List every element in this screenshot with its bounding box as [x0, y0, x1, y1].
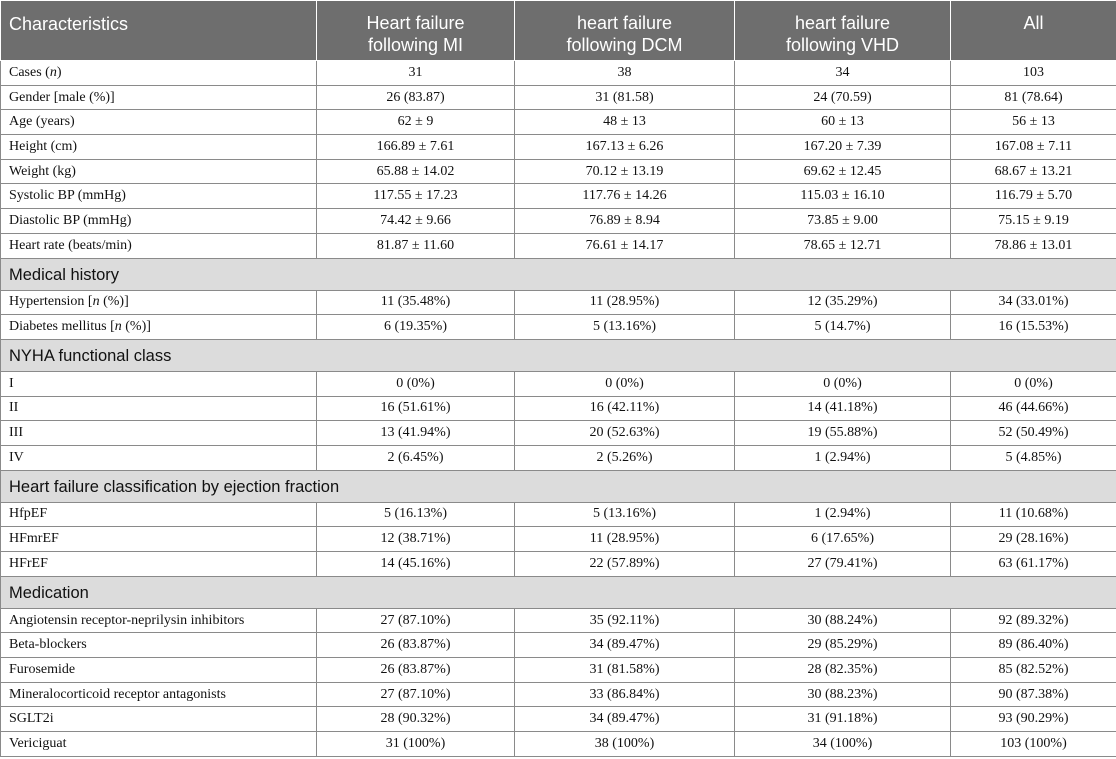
row-value: 93 (90.29%)	[951, 707, 1116, 732]
row-label-text: Beta-blockers	[9, 637, 87, 653]
row-label-text: Heart rate (beats/min)	[9, 237, 132, 253]
row-value: 78.86 ± 13.01	[951, 233, 1116, 258]
row-label	[1, 110, 317, 135]
row-value: 48 ± 13	[515, 110, 735, 135]
table-row	[1, 658, 1116, 683]
row-value: 74.42 ± 9.66	[317, 209, 515, 234]
table-row	[1, 682, 1116, 707]
row-value: 0 (0%)	[515, 371, 735, 396]
row-value: 26 (83.87%)	[317, 633, 515, 658]
row-value: 27 (87.10%)	[317, 608, 515, 633]
row-value: 5 (14.7%)	[735, 315, 951, 340]
table-row	[1, 184, 1116, 209]
row-value: 63 (61.17%)	[951, 552, 1116, 577]
row-value: 16 (51.61%)	[317, 396, 515, 421]
row-value: 20 (52.63%)	[515, 421, 735, 446]
row-value: 14 (45.16%)	[317, 552, 515, 577]
row-label-text: IV	[9, 449, 24, 465]
row-label-text: Angiotensin receptor-neprilysin inhibitors	[9, 612, 245, 628]
row-value: 167.08 ± 7.11	[951, 135, 1116, 160]
row-value: 0 (0%)	[951, 371, 1116, 396]
row-value: 27 (87.10%)	[317, 682, 515, 707]
row-value: 29 (85.29%)	[735, 633, 951, 658]
row-label	[1, 608, 317, 633]
row-label-text: HfpEF	[9, 506, 48, 522]
row-value: 24 (70.59)	[735, 85, 951, 110]
table-row	[1, 85, 1116, 110]
row-value: 68.67 ± 13.21	[951, 159, 1116, 184]
row-value: 1 (2.94%)	[735, 502, 951, 527]
row-value: 27 (79.41%)	[735, 552, 951, 577]
row-label	[1, 396, 317, 421]
row-label-text: Height (cm)	[9, 138, 78, 154]
header-mi	[317, 1, 515, 61]
row-label-text: Age (years)	[9, 114, 75, 130]
row-value: 26 (83.87)	[317, 85, 515, 110]
header-dcm-line1: heart failure	[576, 13, 673, 33]
row-value: 31 (81.58%)	[515, 658, 735, 683]
row-value: 29 (28.16%)	[951, 527, 1116, 552]
row-value: 103	[951, 61, 1116, 86]
table-row	[1, 527, 1116, 552]
row-value: 167.13 ± 6.26	[515, 135, 735, 160]
section-label: Medication	[1, 576, 1116, 608]
row-label	[1, 732, 317, 757]
row-label-text: Mineralocorticoid receptor antagonists	[9, 686, 226, 702]
row-label	[1, 421, 317, 446]
table-row	[1, 61, 1116, 86]
row-value: 76.61 ± 14.17	[515, 233, 735, 258]
row-label-text: Hypertension [	[9, 294, 93, 310]
header-mi-line2: following MI	[367, 35, 464, 55]
table-row	[1, 396, 1116, 421]
row-value: 6 (19.35%)	[317, 315, 515, 340]
row-value: 31 (91.18%)	[735, 707, 951, 732]
row-label-italic: n	[49, 64, 57, 80]
table-row	[1, 445, 1116, 470]
row-value: 5 (13.16%)	[515, 315, 735, 340]
row-label	[1, 61, 317, 86]
section-row	[1, 470, 1116, 502]
row-value: 31 (100%)	[317, 732, 515, 757]
row-label-text: Gender [male (%)]	[9, 89, 115, 105]
row-value: 1 (2.94%)	[735, 445, 951, 470]
row-value: 30 (88.23%)	[735, 682, 951, 707]
row-label	[1, 209, 317, 234]
row-value: 19 (55.88%)	[735, 421, 951, 446]
row-label-text: Systolic BP (mmHg)	[9, 188, 126, 204]
row-label	[1, 633, 317, 658]
row-value: 16 (15.53%)	[951, 315, 1116, 340]
row-value: 34 (33.01%)	[951, 290, 1116, 315]
row-value: 69.62 ± 12.45	[735, 159, 951, 184]
row-label-text: HFrEF	[9, 555, 48, 571]
row-value: 70.12 ± 13.19	[515, 159, 735, 184]
table-row	[1, 135, 1116, 160]
row-value: 52 (50.49%)	[951, 421, 1116, 446]
row-value: 34 (89.47%)	[515, 707, 735, 732]
row-label-text: I	[9, 375, 14, 391]
row-label	[1, 552, 317, 577]
table-row	[1, 502, 1116, 527]
row-value: 38 (100%)	[515, 732, 735, 757]
row-value: 35 (92.11%)	[515, 608, 735, 633]
row-label	[1, 184, 317, 209]
table-row	[1, 371, 1116, 396]
row-value: 62 ± 9	[317, 110, 515, 135]
row-label-suffix: (%)]	[121, 319, 151, 335]
row-label-text: Cases (	[9, 64, 50, 80]
row-value: 30 (88.24%)	[735, 608, 951, 633]
row-value: 117.76 ± 14.26	[515, 184, 735, 209]
row-label-text: SGLT2i	[9, 711, 54, 727]
row-label-suffix: (%)]	[99, 294, 129, 310]
row-value: 13 (41.94%)	[317, 421, 515, 446]
row-label	[1, 371, 317, 396]
table-row	[1, 159, 1116, 184]
row-value: 56 ± 13	[951, 110, 1116, 135]
table-body	[1, 61, 1116, 757]
row-value: 85 (82.52%)	[951, 658, 1116, 683]
row-value: 31	[317, 61, 515, 86]
row-label	[1, 135, 317, 160]
row-value: 92 (89.32%)	[951, 608, 1116, 633]
row-value: 12 (38.71%)	[317, 527, 515, 552]
row-value: 75.15 ± 9.19	[951, 209, 1116, 234]
row-label	[1, 233, 317, 258]
table-row	[1, 608, 1116, 633]
row-value: 38	[515, 61, 735, 86]
row-value: 81 (78.64)	[951, 85, 1116, 110]
header-row	[1, 1, 1116, 61]
row-label	[1, 658, 317, 683]
row-label-text: Vericiguat	[9, 735, 67, 751]
row-label	[1, 707, 317, 732]
row-label-text: Diabetes mellitus [	[9, 319, 115, 335]
row-value: 5 (13.16%)	[515, 502, 735, 527]
row-label-italic: n	[114, 319, 122, 335]
row-value: 81.87 ± 11.60	[317, 233, 515, 258]
row-value: 65.88 ± 14.02	[317, 159, 515, 184]
row-value: 6 (17.65%)	[735, 527, 951, 552]
row-label	[1, 85, 317, 110]
row-value: 12 (35.29%)	[735, 290, 951, 315]
section-row	[1, 576, 1116, 608]
table-row	[1, 110, 1116, 135]
row-value: 28 (82.35%)	[735, 658, 951, 683]
row-value: 90 (87.38%)	[951, 682, 1116, 707]
row-label-text: Furosemide	[9, 661, 76, 677]
row-value: 16 (42.11%)	[515, 396, 735, 421]
table-row	[1, 552, 1116, 577]
table-row	[1, 209, 1116, 234]
header-vhd	[735, 1, 951, 61]
row-value: 89 (86.40%)	[951, 633, 1116, 658]
row-label	[1, 445, 317, 470]
row-label	[1, 682, 317, 707]
row-label-text: Weight (kg)	[9, 163, 76, 179]
header-dcm-line2: following DCM	[566, 35, 683, 55]
row-value: 5 (4.85%)	[951, 445, 1116, 470]
header-all: All	[951, 1, 1116, 61]
row-value: 11 (28.95%)	[515, 290, 735, 315]
row-value: 11 (28.95%)	[515, 527, 735, 552]
row-value: 5 (16.13%)	[317, 502, 515, 527]
table-row	[1, 290, 1116, 315]
header-characteristics: Characteristics	[1, 1, 317, 61]
row-label-text: Diastolic BP (mmHg)	[9, 212, 132, 228]
row-value: 115.03 ± 16.10	[735, 184, 951, 209]
table-row	[1, 707, 1116, 732]
section-row	[1, 258, 1116, 290]
row-value: 2 (6.45%)	[317, 445, 515, 470]
row-value: 60 ± 13	[735, 110, 951, 135]
row-value: 76.89 ± 8.94	[515, 209, 735, 234]
row-value: 11 (10.68%)	[951, 502, 1116, 527]
table-header	[1, 1, 1116, 61]
row-value: 117.55 ± 17.23	[317, 184, 515, 209]
table-row	[1, 233, 1116, 258]
row-value: 28 (90.32%)	[317, 707, 515, 732]
row-value: 34	[735, 61, 951, 86]
row-value: 73.85 ± 9.00	[735, 209, 951, 234]
table-row	[1, 315, 1116, 340]
section-label: NYHA functional class	[1, 339, 1116, 371]
row-label	[1, 527, 317, 552]
header-dcm	[515, 1, 735, 61]
row-value: 22 (57.89%)	[515, 552, 735, 577]
row-value: 103 (100%)	[951, 732, 1116, 757]
row-value: 34 (89.47%)	[515, 633, 735, 658]
row-label-text: HFmrEF	[9, 531, 59, 547]
row-label-italic: n	[92, 294, 100, 310]
row-value: 78.65 ± 12.71	[735, 233, 951, 258]
row-value: 46 (44.66%)	[951, 396, 1116, 421]
table-row	[1, 421, 1116, 446]
section-label: Heart failure classification by ejection fraction	[1, 470, 1116, 502]
table-row	[1, 633, 1116, 658]
section-row	[1, 339, 1116, 371]
row-value: 14 (41.18%)	[735, 396, 951, 421]
row-value: 26 (83.87%)	[317, 658, 515, 683]
row-value: 11 (35.48%)	[317, 290, 515, 315]
header-vhd-line1: heart failure	[794, 13, 891, 33]
row-label	[1, 159, 317, 184]
section-label: Medical history	[1, 258, 1116, 290]
row-value: 31 (81.58)	[515, 85, 735, 110]
row-value: 34 (100%)	[735, 732, 951, 757]
row-value: 167.20 ± 7.39	[735, 135, 951, 160]
row-label-suffix: )	[56, 64, 62, 80]
row-label-text: II	[9, 400, 19, 416]
row-value: 2 (5.26%)	[515, 445, 735, 470]
row-label	[1, 502, 317, 527]
row-label	[1, 315, 317, 340]
row-label	[1, 290, 317, 315]
row-value: 33 (86.84%)	[515, 682, 735, 707]
row-value: 116.79 ± 5.70	[951, 184, 1116, 209]
row-label-text: III	[9, 425, 23, 441]
header-vhd-line2: following VHD	[785, 35, 900, 55]
row-value: 0 (0%)	[317, 371, 515, 396]
row-value: 0 (0%)	[735, 371, 951, 396]
row-value: 166.89 ± 7.61	[317, 135, 515, 160]
header-mi-line1: Heart failure	[366, 13, 465, 33]
table-row	[1, 732, 1116, 757]
